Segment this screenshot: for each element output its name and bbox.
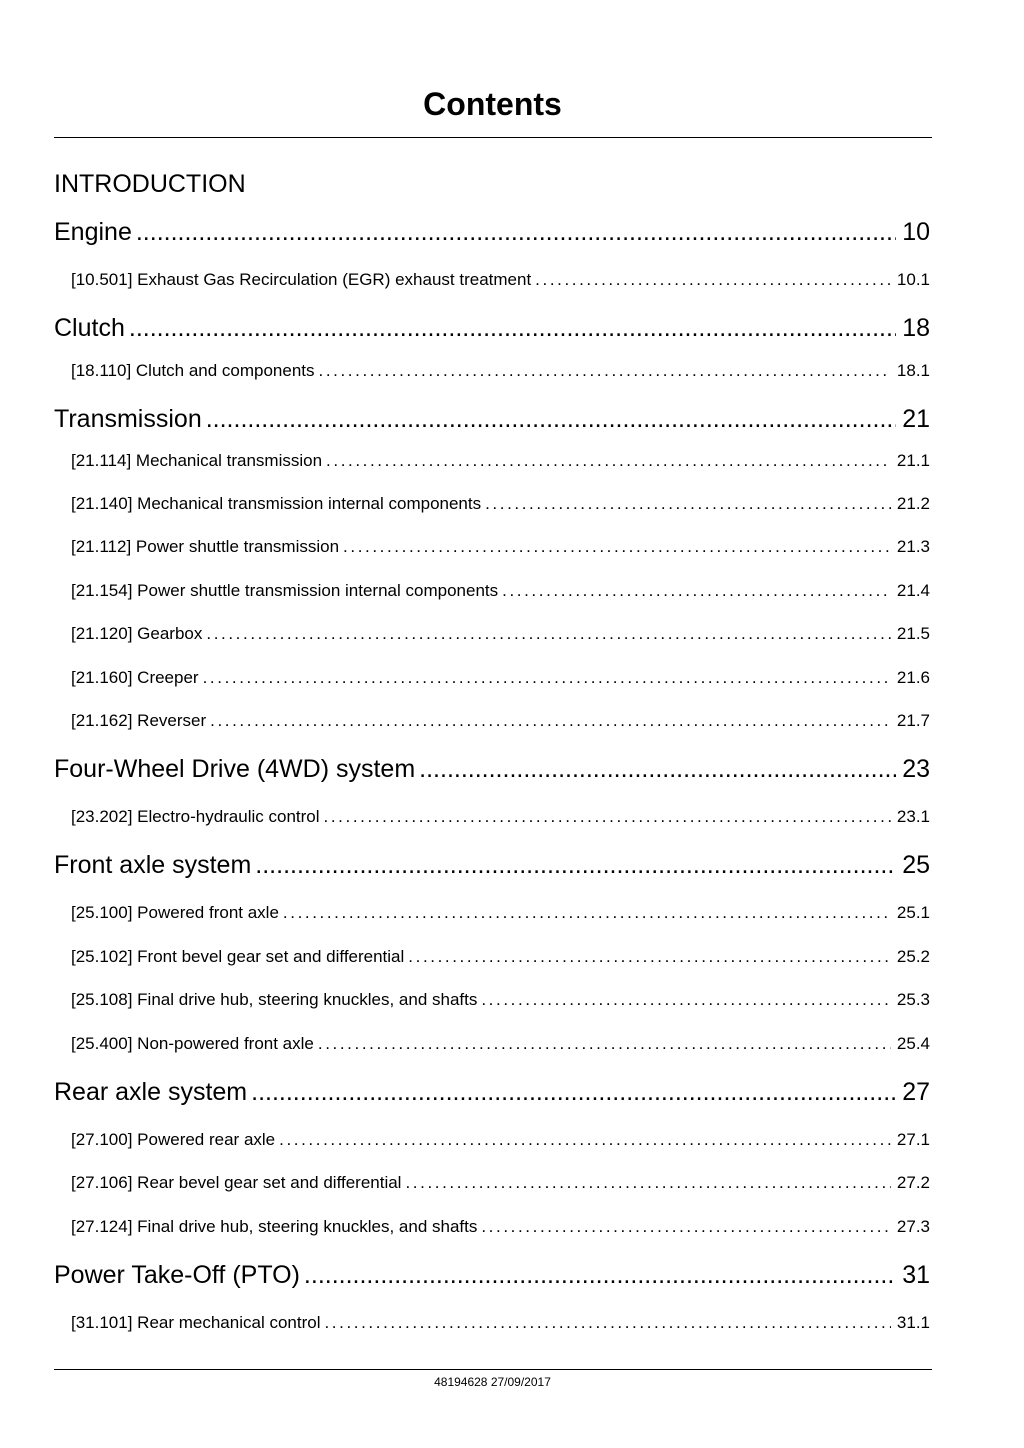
toc-item[interactable] [71, 581, 930, 601]
toc-item-title: [25.400] Non-powered front axle [71, 1034, 314, 1053]
toc-chapter-4wd[interactable] [54, 755, 930, 784]
dot-leader [279, 1130, 891, 1150]
toc-item[interactable] [71, 1173, 930, 1193]
footer-doc-id: 48194628 27/09/2017 [434, 1375, 551, 1389]
toc-item-title: [25.108] Final drive hub, steering knuckles, and shafts [71, 990, 478, 1009]
toc-item-page: 10.1 [896, 270, 930, 289]
toc-item-page: 21.5 [896, 624, 930, 643]
toc-item[interactable] [71, 668, 930, 688]
toc-item-title: [21.120] Gearbox [71, 624, 203, 643]
toc-item-page: 21.7 [896, 711, 930, 730]
toc-chapter-title: Power Take-Off (PTO) [54, 1261, 300, 1289]
dot-leader [318, 1034, 891, 1054]
dot-leader [324, 1313, 890, 1333]
dot-leader [203, 668, 891, 688]
dot-leader [251, 1078, 896, 1107]
toc-item-page: 25.3 [896, 990, 930, 1009]
toc-item[interactable] [71, 1034, 930, 1054]
dot-leader [502, 581, 891, 601]
dot-leader [206, 624, 891, 644]
title-divider [54, 137, 932, 138]
toc-item[interactable] [71, 807, 930, 827]
toc-item-title: [21.112] Power shuttle transmission [71, 537, 340, 556]
toc-item[interactable] [71, 947, 930, 967]
toc-item[interactable] [71, 624, 930, 644]
toc-item[interactable] [71, 270, 930, 290]
toc-chapter-title: Transmission [54, 405, 202, 433]
dot-leader [535, 270, 891, 290]
dot-leader [481, 990, 891, 1010]
toc-chapter-engine[interactable] [54, 218, 930, 247]
toc-chapter-title: Rear axle system [54, 1078, 248, 1106]
page-title: Contents [423, 86, 562, 122]
toc-item-title: [21.162] Reverser [71, 711, 207, 730]
toc-item-title: [27.106] Rear bevel gear set and differential [71, 1173, 402, 1192]
toc-chapter-page: 27 [902, 1078, 930, 1106]
footer-divider [54, 1369, 932, 1370]
toc-item-page: 25.2 [896, 947, 930, 966]
toc-item-page: 31.1 [896, 1313, 930, 1332]
toc-item[interactable] [71, 494, 930, 514]
dot-leader [210, 711, 891, 731]
dot-leader [405, 1173, 890, 1193]
dot-leader [319, 361, 891, 381]
toc-chapter-page: 23 [902, 755, 930, 783]
dot-leader [419, 755, 896, 784]
dot-leader [255, 851, 896, 880]
toc-item-page: 23.1 [896, 807, 930, 826]
dot-leader [485, 494, 891, 514]
dot-leader [283, 903, 891, 923]
toc-chapter-title: Front axle system [54, 851, 252, 879]
toc-item[interactable] [71, 1217, 930, 1237]
toc-item-page: 21.4 [896, 581, 930, 600]
dot-leader [136, 218, 896, 247]
toc-item-title: [18.110] Clutch and components [71, 361, 315, 380]
toc-item-title: [21.160] Creeper [71, 668, 199, 687]
toc-item-title: [27.124] Final drive hub, steering knuckles, and shafts [71, 1217, 478, 1236]
dot-leader [324, 807, 891, 827]
dot-leader [304, 1261, 896, 1290]
toc-item-page: 18.1 [896, 361, 930, 380]
toc-item-title: [21.154] Power shuttle transmission internal components [71, 581, 499, 600]
toc-item[interactable] [71, 537, 930, 557]
toc-item-page: 21.1 [896, 451, 930, 470]
toc-chapter-transmission[interactable] [54, 405, 930, 434]
dot-leader [343, 537, 891, 557]
toc-chapter-title: Clutch [54, 314, 125, 342]
toc-item[interactable] [71, 990, 930, 1010]
toc-chapter-page: 25 [902, 851, 930, 879]
toc-chapter-page: 31 [902, 1261, 930, 1289]
toc-chapter-clutch[interactable] [54, 314, 930, 343]
toc-chapter-front-axle[interactable] [54, 851, 930, 880]
dot-leader [206, 405, 896, 434]
toc-chapter-page: 18 [902, 314, 930, 342]
toc-item[interactable] [71, 1313, 930, 1333]
toc-item-title: [25.102] Front bevel gear set and differential [71, 947, 405, 966]
toc-item-page: 27.3 [896, 1217, 930, 1236]
toc-item[interactable] [71, 361, 930, 381]
toc-chapter-page: 21 [902, 405, 930, 433]
toc-item[interactable] [71, 1130, 930, 1150]
toc-item-title: [23.202] Electro-hydraulic control [71, 807, 320, 826]
toc-item-title: [21.114] Mechanical transmission [71, 451, 323, 470]
toc-item[interactable] [71, 711, 930, 731]
toc-chapter-rear-axle[interactable] [54, 1078, 930, 1107]
toc-item-page: 27.1 [896, 1130, 930, 1149]
toc-item[interactable] [71, 903, 930, 923]
toc-item-title: [31.101] Rear mechanical control [71, 1313, 321, 1332]
toc-chapter-title: Four-Wheel Drive (4WD) system [54, 755, 416, 783]
toc-item-title: [21.140] Mechanical transmission internal components [71, 494, 482, 513]
toc-item-page: 25.1 [896, 903, 930, 922]
toc-chapter-title: Engine [54, 218, 132, 246]
toc-chapter-pto[interactable] [54, 1261, 930, 1290]
toc-item-page: 21.6 [896, 668, 930, 687]
dot-leader [326, 451, 891, 471]
toc-item-page: 21.3 [896, 537, 930, 556]
toc-item-page: 21.2 [896, 494, 930, 513]
toc-item-title: [25.100] Powered front axle [71, 903, 279, 922]
dot-leader [408, 947, 891, 967]
toc-item[interactable] [71, 451, 930, 471]
toc-item-title: [27.100] Powered rear axle [71, 1130, 276, 1149]
toc-item-page: 25.4 [896, 1034, 930, 1053]
toc-chapter-page: 10 [902, 218, 930, 246]
section-heading-introduction: INTRODUCTION [54, 170, 246, 198]
dot-leader [129, 314, 896, 343]
toc-item-title: [10.501] Exhaust Gas Recirculation (EGR) exhaust treatment [71, 270, 532, 289]
dot-leader [481, 1217, 891, 1237]
toc-item-page: 27.2 [896, 1173, 930, 1192]
